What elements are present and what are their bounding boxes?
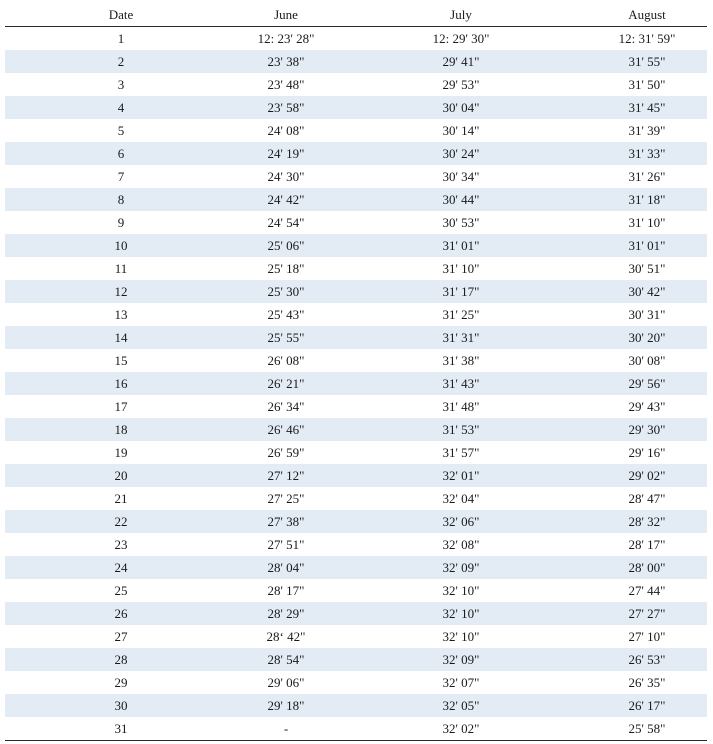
cell-june: 12: 23' 28" bbox=[257, 30, 315, 46]
cell-july: 29' 53" bbox=[442, 76, 480, 92]
cell-june: 25' 55" bbox=[237, 326, 335, 349]
cell-august: 26' 35" bbox=[628, 674, 666, 690]
cell-july: 31' 31" bbox=[335, 326, 587, 349]
cell-august: 31' 33" bbox=[587, 142, 707, 165]
cell-date: 24 bbox=[5, 556, 237, 579]
table-row bbox=[5, 303, 707, 326]
cell-june: 27' 25" bbox=[267, 490, 305, 506]
cell-july: 30' 24" bbox=[335, 142, 587, 165]
cell-august: 26' 53" bbox=[587, 648, 707, 671]
cell-july: 31' 25" bbox=[442, 306, 480, 322]
cell-august: 29' 16" bbox=[628, 444, 666, 460]
cell-june: 24' 30" bbox=[267, 168, 305, 184]
cell-july: 31' 10" bbox=[442, 260, 480, 276]
cell-june: 24' 42" bbox=[237, 188, 335, 211]
cell-june: 26' 46" bbox=[237, 418, 335, 441]
cell-date: 31 bbox=[5, 717, 237, 741]
cell-july: 31' 38" bbox=[442, 352, 480, 368]
cell-august: 27' 44" bbox=[628, 582, 666, 598]
cell-june: 25' 18" bbox=[267, 260, 305, 276]
cell-july: 30' 14" bbox=[442, 122, 480, 138]
table-row bbox=[5, 671, 707, 694]
cell-august: 29' 56" bbox=[587, 372, 707, 395]
cell-july: 31' 57" bbox=[442, 444, 480, 460]
cell-date: 23 bbox=[114, 536, 128, 552]
cell-june: 28' 29" bbox=[237, 602, 335, 625]
cell-august: 30' 42" bbox=[587, 280, 707, 303]
table-row bbox=[5, 510, 707, 533]
cell-july: 32' 09" bbox=[335, 648, 587, 671]
cell-august: 31' 45" bbox=[587, 96, 707, 119]
header-august: August bbox=[587, 3, 707, 27]
cell-august: 27' 10" bbox=[628, 628, 666, 644]
table-row bbox=[5, 73, 707, 96]
cell-august: 30' 31" bbox=[628, 306, 666, 322]
cell-july: 32' 05" bbox=[335, 694, 587, 717]
table-row bbox=[5, 579, 707, 602]
cell-date: 14 bbox=[5, 326, 237, 349]
table-row bbox=[5, 188, 707, 211]
cell-june: 25' 30" bbox=[237, 280, 335, 303]
cell-date: 18 bbox=[5, 418, 237, 441]
cell-june: 23' 48" bbox=[267, 76, 305, 92]
cell-june: 28' 04" bbox=[237, 556, 335, 579]
cell-date: 10 bbox=[5, 234, 237, 257]
cell-june: - bbox=[237, 717, 335, 741]
cell-date: 1 bbox=[117, 30, 125, 46]
cell-june: 28‘ 42" bbox=[266, 628, 306, 644]
cell-june: 27' 38" bbox=[237, 510, 335, 533]
cell-june: 26' 59" bbox=[267, 444, 305, 460]
cell-august: 25' 58" bbox=[587, 717, 707, 741]
table-row bbox=[5, 487, 707, 510]
cell-june: 28' 17" bbox=[267, 582, 305, 598]
cell-date: 29 bbox=[114, 674, 128, 690]
cell-july: 31' 01" bbox=[335, 234, 587, 257]
cell-august: 29' 30" bbox=[587, 418, 707, 441]
cell-date: 6 bbox=[5, 142, 237, 165]
table-row bbox=[5, 165, 707, 188]
cell-date: 8 bbox=[5, 188, 237, 211]
cell-august: 29' 02" bbox=[587, 464, 707, 487]
cell-august: 28' 00" bbox=[587, 556, 707, 579]
cell-june: 27' 51" bbox=[267, 536, 305, 552]
cell-date: 26 bbox=[5, 602, 237, 625]
table-row bbox=[5, 119, 707, 142]
cell-july: 30' 34" bbox=[442, 168, 480, 184]
cell-august: 31' 26" bbox=[628, 168, 666, 184]
cell-june: 29' 06" bbox=[267, 674, 305, 690]
cell-july: 30' 04" bbox=[335, 96, 587, 119]
cell-august: 30' 08" bbox=[628, 352, 666, 368]
cell-date: 21 bbox=[114, 490, 128, 506]
table-row bbox=[5, 234, 707, 257]
table-row bbox=[5, 441, 707, 464]
cell-july: 31' 43" bbox=[335, 372, 587, 395]
table-row bbox=[5, 326, 707, 349]
cell-june: 26' 21" bbox=[237, 372, 335, 395]
table-row bbox=[5, 556, 707, 579]
cell-date: 4 bbox=[5, 96, 237, 119]
cell-august: 30' 20" bbox=[587, 326, 707, 349]
table-row bbox=[5, 211, 707, 234]
cell-date: 19 bbox=[114, 444, 128, 460]
cell-date: 7 bbox=[117, 168, 125, 184]
cell-july: 12: 29' 30" bbox=[432, 30, 490, 46]
cell-july: 32' 07" bbox=[442, 674, 480, 690]
table-row bbox=[5, 395, 707, 418]
table-body bbox=[5, 27, 707, 741]
cell-july: 32' 06" bbox=[335, 510, 587, 533]
cell-date: 15 bbox=[114, 352, 128, 368]
cell-july: 32' 08" bbox=[442, 536, 480, 552]
table-row bbox=[5, 372, 707, 395]
cell-august: 31' 39" bbox=[628, 122, 666, 138]
cell-august: 28' 32" bbox=[587, 510, 707, 533]
cell-august: 12: 31' 59" bbox=[618, 30, 676, 46]
cell-date: 5 bbox=[117, 122, 125, 138]
cell-august: 30' 51" bbox=[628, 260, 666, 276]
cell-june: 26' 34" bbox=[267, 398, 305, 414]
cell-june: 23' 38" bbox=[237, 50, 335, 73]
cell-july: 31' 53" bbox=[335, 418, 587, 441]
table-row bbox=[5, 694, 707, 717]
cell-june: 29' 18" bbox=[237, 694, 335, 717]
header-june: June bbox=[237, 3, 335, 27]
cell-date: 2 bbox=[5, 50, 237, 73]
cell-july: 32' 10" bbox=[442, 582, 480, 598]
header-row bbox=[5, 3, 707, 27]
cell-august: 28' 17" bbox=[628, 536, 666, 552]
cell-july: 30' 44" bbox=[335, 188, 587, 211]
cell-august: 31' 55" bbox=[587, 50, 707, 73]
cell-july: 32' 09" bbox=[335, 556, 587, 579]
cell-june: 25' 06" bbox=[237, 234, 335, 257]
table-row bbox=[5, 27, 707, 51]
cell-august: 31' 18" bbox=[587, 188, 707, 211]
table-row bbox=[5, 533, 707, 556]
cell-august: 27' 27" bbox=[587, 602, 707, 625]
cell-august: 31' 10" bbox=[628, 214, 666, 230]
time-table-container bbox=[5, 3, 707, 741]
cell-july: 32' 10" bbox=[442, 628, 480, 644]
table-row bbox=[5, 648, 707, 671]
table-row bbox=[5, 602, 707, 625]
cell-date: 3 bbox=[117, 76, 125, 92]
cell-august: 31' 01" bbox=[587, 234, 707, 257]
cell-date: 25 bbox=[114, 582, 128, 598]
table-row bbox=[5, 625, 707, 648]
cell-july: 29' 41" bbox=[335, 50, 587, 73]
cell-date: 16 bbox=[5, 372, 237, 395]
time-table bbox=[5, 3, 707, 741]
table-row bbox=[5, 96, 707, 119]
cell-date: 27 bbox=[114, 628, 128, 644]
cell-july: 30' 53" bbox=[442, 214, 480, 230]
cell-date: 13 bbox=[114, 306, 128, 322]
header-date: Date bbox=[5, 3, 237, 27]
table-row bbox=[5, 257, 707, 280]
cell-date: 22 bbox=[5, 510, 237, 533]
header-july: July bbox=[335, 3, 587, 27]
table-row bbox=[5, 717, 707, 741]
table-row bbox=[5, 418, 707, 441]
cell-june: 25' 43" bbox=[267, 306, 305, 322]
cell-july: 31' 48" bbox=[442, 398, 480, 414]
cell-june: 28' 54" bbox=[237, 648, 335, 671]
cell-june: 24' 19" bbox=[237, 142, 335, 165]
table-row bbox=[5, 142, 707, 165]
cell-august: 28' 47" bbox=[628, 490, 666, 506]
cell-august: 29' 43" bbox=[628, 398, 666, 414]
cell-date: 11 bbox=[114, 260, 128, 276]
cell-june: 23' 58" bbox=[237, 96, 335, 119]
cell-date: 17 bbox=[114, 398, 128, 414]
cell-june: 24' 54" bbox=[267, 214, 305, 230]
cell-date: 30 bbox=[5, 694, 237, 717]
table-row bbox=[5, 280, 707, 303]
cell-date: 12 bbox=[5, 280, 237, 303]
cell-august: 31' 50" bbox=[628, 76, 666, 92]
cell-july: 32' 10" bbox=[335, 602, 587, 625]
cell-date: 20 bbox=[5, 464, 237, 487]
table-header bbox=[5, 3, 707, 27]
cell-date: 9 bbox=[117, 214, 125, 230]
cell-june: 26' 08" bbox=[267, 352, 305, 368]
cell-august: 26' 17" bbox=[587, 694, 707, 717]
cell-june: 24' 08" bbox=[267, 122, 305, 138]
table-row bbox=[5, 50, 707, 73]
cell-july: 32' 02" bbox=[335, 717, 587, 741]
cell-july: 31' 17" bbox=[335, 280, 587, 303]
cell-july: 32' 01" bbox=[335, 464, 587, 487]
cell-date: 28 bbox=[5, 648, 237, 671]
cell-june: 27' 12" bbox=[237, 464, 335, 487]
table-row bbox=[5, 349, 707, 372]
table-row bbox=[5, 464, 707, 487]
cell-july: 32' 04" bbox=[442, 490, 480, 506]
